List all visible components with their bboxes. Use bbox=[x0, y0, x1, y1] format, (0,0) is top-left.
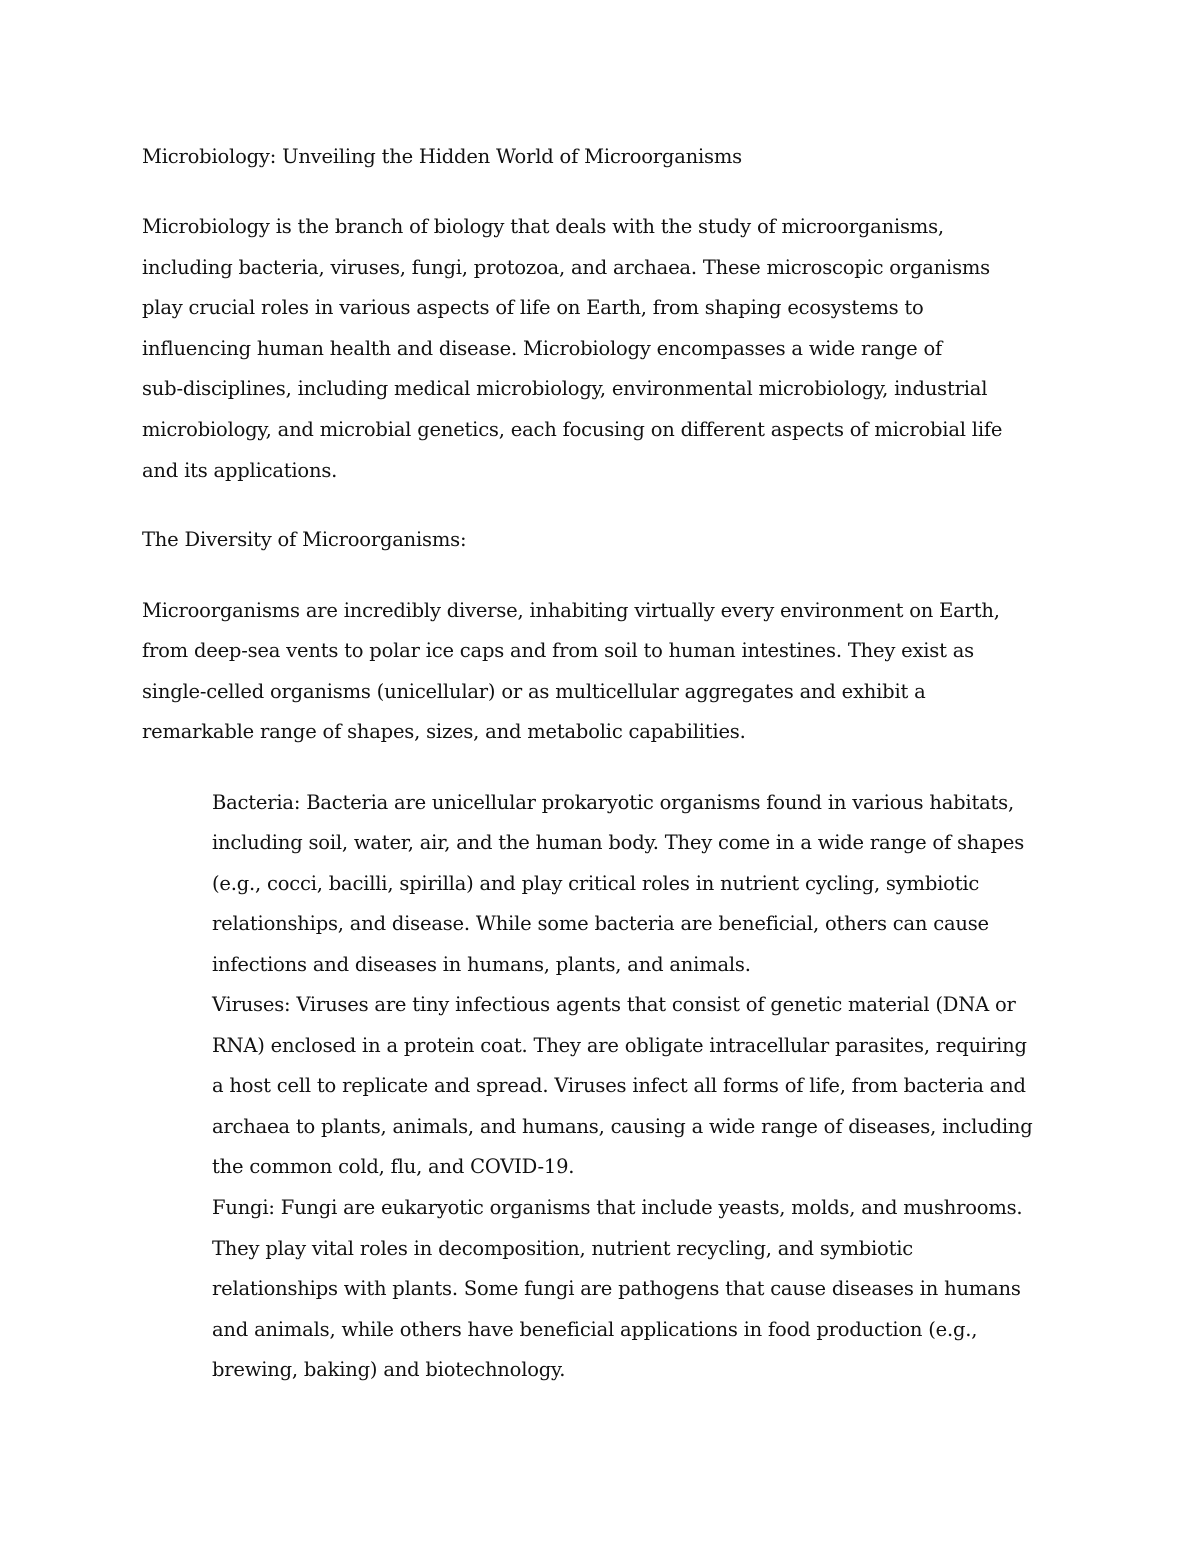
diversity-line: single-celled organisms (unicellular) or as multicellular aggregates and exhibit a bbox=[142, 680, 926, 703]
list-item-bacteria: Bacteria: Bacteria are unicellular prokaryotic organisms found in various habitats, bbox=[212, 791, 1014, 814]
list-line: including soil, water, air, and the human body. They come in a wide range of shapes bbox=[212, 831, 1024, 854]
list-line: (e.g., cocci, bacilli, spirilla) and play critical roles in nutrient cycling, symbiotic bbox=[212, 872, 980, 895]
list-line: They play vital roles in decomposition, nutrient recycling, and symbiotic bbox=[212, 1237, 913, 1260]
list-item-viruses: Viruses: Viruses are tiny infectious agents that consist of genetic material (DNA or bbox=[212, 993, 1016, 1016]
list-line: relationships with plants. Some fungi are pathogens that cause diseases in humans bbox=[212, 1277, 1021, 1300]
diversity-line: remarkable range of shapes, sizes, and metabolic capabilities. bbox=[142, 720, 746, 743]
intro-line: and its applications. bbox=[142, 459, 338, 482]
list-item-fungi: Fungi: Fungi are eukaryotic organisms that include yeasts, molds, and mushrooms. bbox=[212, 1196, 1023, 1219]
list-line: brewing, baking) and biotechnology. bbox=[212, 1358, 566, 1381]
diversity-line: Microorganisms are incredibly diverse, inhabiting virtually every environment on Earth, bbox=[142, 599, 1000, 622]
list-line: the common cold, flu, and COVID-19. bbox=[212, 1155, 575, 1178]
list-line: archaea to plants, animals, and humans, causing a wide range of diseases, including bbox=[212, 1115, 1033, 1138]
intro-line: influencing human health and disease. Microbiology encompasses a wide range of bbox=[142, 337, 943, 360]
list-line: relationships, and disease. While some bacteria are beneficial, others can cause bbox=[212, 912, 989, 935]
diversity-line: from deep-sea vents to polar ice caps and from soil to human intestines. They exist as bbox=[142, 639, 974, 662]
intro-line: including bacteria, viruses, fungi, protozoa, and archaea. These microscopic organisms bbox=[142, 256, 990, 279]
document-title: Microbiology: Unveiling the Hidden World of Microorganisms bbox=[142, 145, 742, 168]
intro-line: sub-disciplines, including medical microbiology, environmental microbiology, industrial bbox=[142, 377, 988, 400]
intro-line: play crucial roles in various aspects of life on Earth, from shaping ecosystems to bbox=[142, 296, 924, 319]
list-line: and animals, while others have beneficial applications in food production (e.g., bbox=[212, 1318, 978, 1341]
section-heading: The Diversity of Microorganisms: bbox=[142, 528, 467, 551]
intro-line: microbiology, and microbial genetics, each focusing on different aspects of microbial life bbox=[142, 418, 1003, 441]
list-line: RNA) enclosed in a protein coat. They are obligate intracellular parasites, requiring bbox=[212, 1034, 1027, 1057]
list-line: infections and diseases in humans, plants, and animals. bbox=[212, 953, 751, 976]
list-line: a host cell to replicate and spread. Viruses infect all forms of life, from bacteria and bbox=[212, 1074, 1026, 1097]
intro-line: Microbiology is the branch of biology that deals with the study of microorganisms, bbox=[142, 215, 944, 238]
